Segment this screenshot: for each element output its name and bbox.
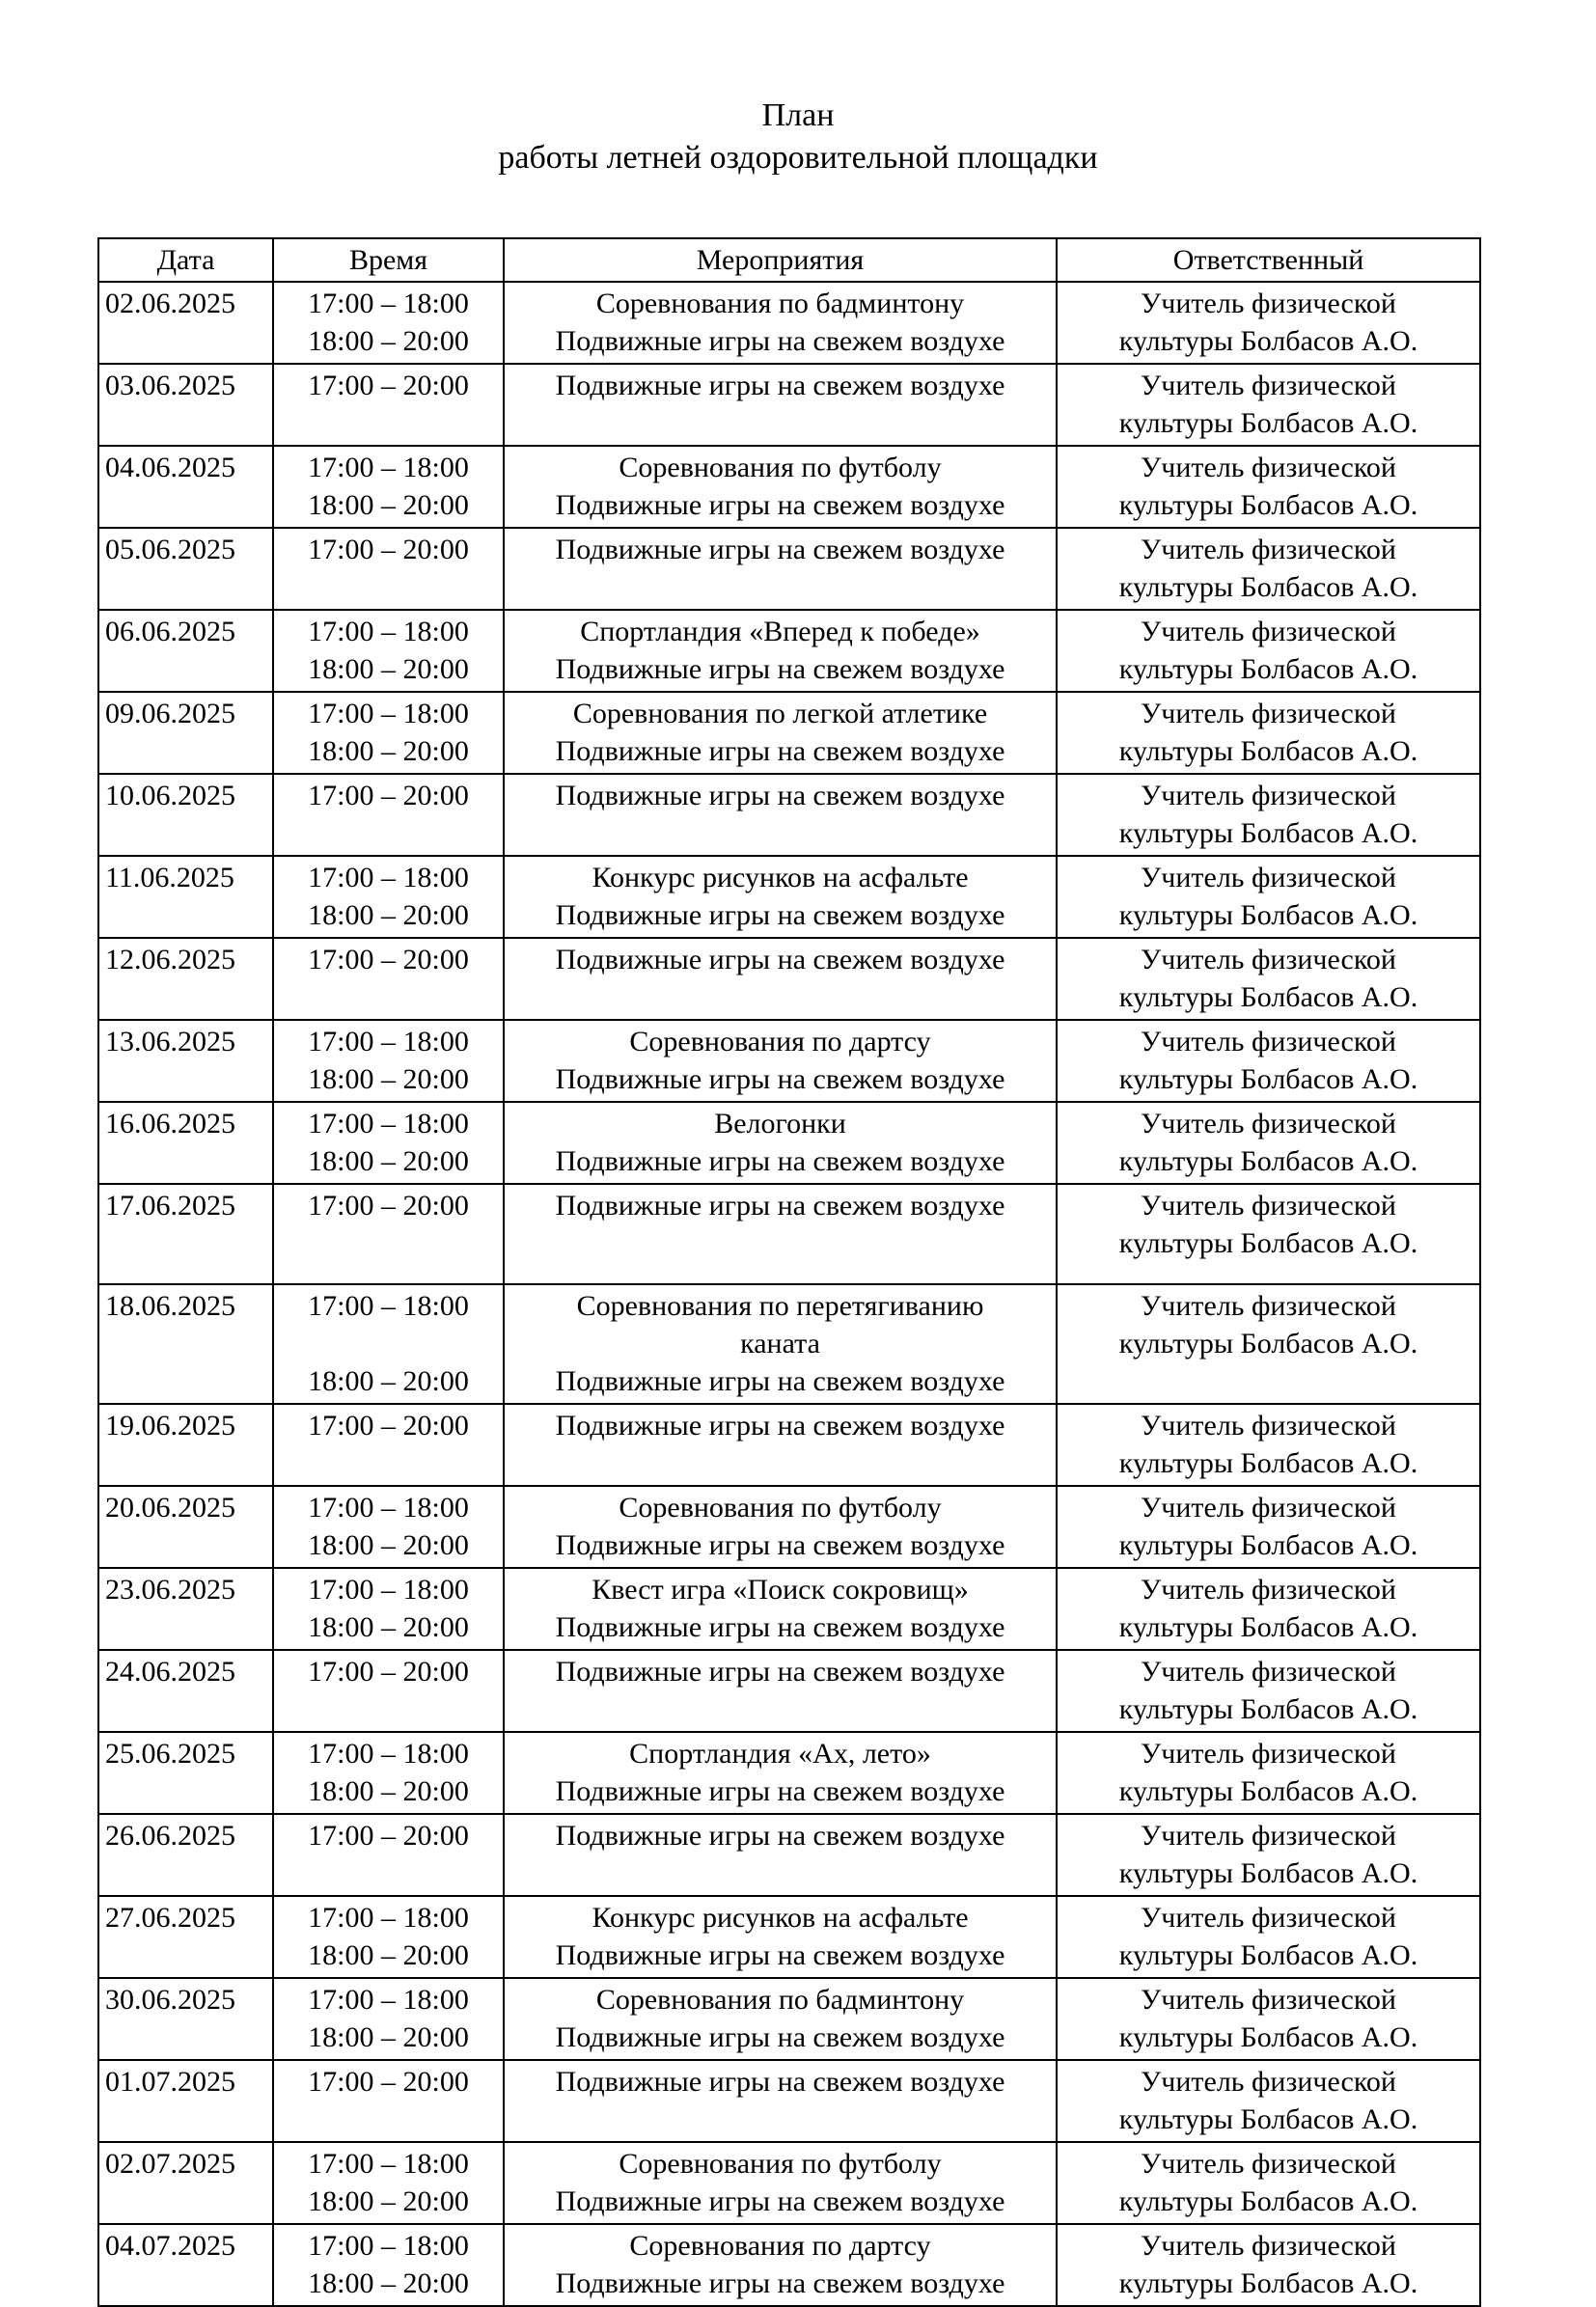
date-cell: 13.06.2025 xyxy=(98,1020,273,1102)
date-cell: 03.06.2025 xyxy=(98,364,273,446)
responsible-line: культуры Болбасов А.О. xyxy=(1118,1939,1418,1971)
table-row xyxy=(98,528,1480,610)
time-cell xyxy=(273,1732,504,1814)
responsible-cell xyxy=(1057,282,1480,364)
time-slot: 18:00 – 20:00 xyxy=(308,2267,469,2299)
event-line: Конкурс рисунков на асфальте xyxy=(592,862,969,893)
time-cell xyxy=(273,1896,504,1978)
events-cell xyxy=(504,1978,1057,2060)
events-cell xyxy=(504,1284,1057,1404)
responsible-line: Учитель физической xyxy=(1141,534,1396,565)
event-line: каната xyxy=(740,1328,820,1359)
time-slot: 17:00 – 20:00 xyxy=(308,1820,469,1852)
responsible-line: Учитель физической xyxy=(1141,1574,1396,1606)
responsible-cell xyxy=(1057,1896,1480,1978)
event-line: Подвижные игры на свежем воздухе xyxy=(555,2021,1005,2053)
event-line: Подвижные игры на свежем воздухе xyxy=(555,2185,1005,2217)
events-cell xyxy=(504,938,1057,1020)
event-line: Велогонки xyxy=(714,1108,846,1140)
responsible-cell xyxy=(1057,1732,1480,1814)
events-cell xyxy=(504,692,1057,774)
events-cell xyxy=(504,2224,1057,2306)
time-cell xyxy=(273,1978,504,2060)
time-cell xyxy=(273,1404,504,1486)
table-row xyxy=(98,1814,1480,1896)
time-slot: 17:00 – 18:00 xyxy=(308,616,469,647)
responsible-line: культуры Болбасов А.О. xyxy=(1118,1775,1418,1807)
responsible-line: культуры Болбасов А.О. xyxy=(1118,899,1418,931)
responsible-cell xyxy=(1057,1284,1480,1404)
responsible-line: Учитель физической xyxy=(1141,2066,1396,2098)
time-cell xyxy=(273,364,504,446)
responsible-cell xyxy=(1057,1020,1480,1102)
time-slot: 17:00 – 20:00 xyxy=(308,944,469,975)
responsible-line: Учитель физической xyxy=(1141,944,1396,975)
table-row xyxy=(98,856,1480,938)
responsible-cell xyxy=(1057,692,1480,774)
date-cell: 02.07.2025 xyxy=(98,2142,273,2224)
time-slot: 18:00 – 20:00 xyxy=(308,1611,469,1643)
event-line: Подвижные игры на свежем воздухе xyxy=(555,1529,1005,1561)
event-line: Спортландия «Вперед к победе» xyxy=(580,616,980,647)
time-slot: 18:00 – 20:00 xyxy=(308,1529,469,1561)
date-cell: 26.06.2025 xyxy=(98,1814,273,1896)
event-line: Подвижные игры на свежем воздухе xyxy=(555,1939,1005,1971)
time-slot: 17:00 – 20:00 xyxy=(308,1190,469,1222)
document-title xyxy=(0,95,1596,179)
event-line: Соревнования по бадминтону xyxy=(595,1984,965,2016)
time-slot: 18:00 – 20:00 xyxy=(308,653,469,685)
time-cell xyxy=(273,2060,504,2142)
responsible-line: культуры Болбасов А.О. xyxy=(1118,1447,1418,1479)
date-cell: 19.06.2025 xyxy=(98,1404,273,1486)
time-slot: 18:00 – 20:00 xyxy=(308,1145,469,1177)
responsible-line: Учитель физической xyxy=(1141,1410,1396,1442)
event-line: Подвижные игры на свежем воздухе xyxy=(555,1611,1005,1643)
table-row xyxy=(98,1020,1480,1102)
responsible-line: Учитель физической xyxy=(1141,616,1396,647)
event-line: Соревнования по перетягиванию xyxy=(576,1290,984,1322)
responsible-cell xyxy=(1057,528,1480,610)
date-cell: 16.06.2025 xyxy=(98,1102,273,1184)
responsible-line: культуры Болбасов А.О. xyxy=(1118,817,1418,849)
date-cell: 20.06.2025 xyxy=(98,1486,273,1568)
date-cell: 24.06.2025 xyxy=(98,1650,273,1732)
table-row xyxy=(98,1568,1480,1650)
date-cell: 05.06.2025 xyxy=(98,528,273,610)
event-line: Соревнования по футболу xyxy=(619,452,942,483)
table-row xyxy=(98,938,1480,1020)
table-row xyxy=(98,2224,1480,2306)
date-cell: 11.06.2025 xyxy=(98,856,273,938)
event-line: Подвижные игры на свежем воздухе xyxy=(555,534,1005,565)
table-row xyxy=(98,1404,1480,1486)
events-cell xyxy=(504,1404,1057,1486)
date-cell: 04.06.2025 xyxy=(98,446,273,528)
events-cell xyxy=(504,1184,1057,1284)
time-slot: 18:00 – 20:00 xyxy=(308,1365,469,1397)
event-line: Подвижные игры на свежем воздухе xyxy=(555,1656,1005,1688)
responsible-line: культуры Болбасов А.О. xyxy=(1118,1693,1418,1725)
date-cell: 25.06.2025 xyxy=(98,1732,273,1814)
responsible-line: Учитель физической xyxy=(1141,288,1396,319)
time-slot: 17:00 – 20:00 xyxy=(308,2066,469,2098)
time-cell xyxy=(273,2142,504,2224)
responsible-line: Учитель физической xyxy=(1141,452,1396,483)
date-cell: 18.06.2025 xyxy=(98,1284,273,1404)
event-line: Соревнования по футболу xyxy=(619,2148,942,2180)
time-slot: 18:00 – 20:00 xyxy=(308,735,469,767)
event-line: Подвижные игры на свежем воздухе xyxy=(555,1820,1005,1852)
event-line: Подвижные игры на свежем воздухе xyxy=(555,325,1005,357)
events-cell xyxy=(504,446,1057,528)
table-row xyxy=(98,1486,1480,1568)
time-slot: 17:00 – 18:00 xyxy=(308,1290,469,1322)
responsible-line: культуры Болбасов А.О. xyxy=(1118,1529,1418,1561)
responsible-cell xyxy=(1057,1404,1480,1486)
event-line: Соревнования по легкой атлетике xyxy=(572,698,988,729)
responsible-cell xyxy=(1057,1486,1480,1568)
time-slot: 18:00 – 20:00 xyxy=(308,1775,469,1807)
column-header-events: Мероприятия xyxy=(504,238,1057,282)
table-row xyxy=(98,1184,1480,1284)
responsible-line: Учитель физической xyxy=(1141,780,1396,811)
event-line: Подвижные игры на свежем воздухе xyxy=(555,370,1005,401)
event-line: Подвижные игры на свежем воздухе xyxy=(555,2066,1005,2098)
time-cell xyxy=(273,446,504,528)
responsible-line: культуры Болбасов А.О. xyxy=(1118,981,1418,1013)
time-cell xyxy=(273,774,504,856)
events-cell xyxy=(504,2142,1057,2224)
event-line: Подвижные игры на свежем воздухе xyxy=(555,1190,1005,1222)
time-slot: 17:00 – 18:00 xyxy=(308,1738,469,1770)
time-cell xyxy=(273,938,504,1020)
responsible-cell xyxy=(1057,1650,1480,1732)
responsible-line: культуры Болбасов А.О. xyxy=(1118,2021,1418,2053)
responsible-line: Учитель физической xyxy=(1141,1656,1396,1688)
table-row xyxy=(98,610,1480,692)
event-line: Подвижные игры на свежем воздухе xyxy=(555,899,1005,931)
column-header-date: Дата xyxy=(98,238,273,282)
table-row xyxy=(98,364,1480,446)
table-row xyxy=(98,1732,1480,1814)
table-row xyxy=(98,692,1480,774)
responsible-cell xyxy=(1057,446,1480,528)
column-header-time: Время xyxy=(273,238,504,282)
time-slot: 18:00 – 20:00 xyxy=(308,489,469,521)
events-cell xyxy=(504,1732,1057,1814)
time-cell xyxy=(273,856,504,938)
time-slot: 17:00 – 18:00 xyxy=(308,288,469,319)
time-slot: 18:00 – 20:00 xyxy=(308,325,469,357)
column-header-responsible: Ответственный xyxy=(1057,238,1480,282)
events-cell xyxy=(504,774,1057,856)
responsible-line: культуры Болбасов А.О. xyxy=(1118,1328,1418,1359)
time-slot: 18:00 – 20:00 xyxy=(308,2185,469,2217)
table-header-row xyxy=(98,238,1480,282)
date-cell: 10.06.2025 xyxy=(98,774,273,856)
responsible-line: Учитель физической xyxy=(1141,2148,1396,2180)
events-cell xyxy=(504,1896,1057,1978)
table-body xyxy=(98,282,1480,2306)
time-slot: 17:00 – 20:00 xyxy=(308,1656,469,1688)
responsible-line: Учитель физической xyxy=(1141,1492,1396,1524)
responsible-line: культуры Болбасов А.О. xyxy=(1118,571,1418,603)
responsible-cell xyxy=(1057,364,1480,446)
time-cell xyxy=(273,1284,504,1404)
time-slot: 17:00 – 18:00 xyxy=(308,452,469,483)
responsible-cell xyxy=(1057,774,1480,856)
event-line: Подвижные игры на свежем воздухе xyxy=(555,1365,1005,1397)
time-slot: 17:00 – 18:00 xyxy=(308,1574,469,1606)
table-row xyxy=(98,446,1480,528)
responsible-line: культуры Болбасов А.О. xyxy=(1118,1145,1418,1177)
responsible-cell xyxy=(1057,1184,1480,1284)
date-cell: 02.06.2025 xyxy=(98,282,273,364)
responsible-line: Учитель физической xyxy=(1141,1902,1396,1934)
time-slot: 17:00 – 18:00 xyxy=(308,1902,469,1934)
table-row xyxy=(98,2060,1480,2142)
time-slot: 18:00 – 20:00 xyxy=(308,899,469,931)
responsible-line: Учитель физической xyxy=(1141,370,1396,401)
event-line: Соревнования по дартсу xyxy=(629,2230,931,2262)
date-cell: 12.06.2025 xyxy=(98,938,273,1020)
time-slot: 17:00 – 18:00 xyxy=(308,1984,469,2016)
responsible-line: культуры Болбасов А.О. xyxy=(1118,653,1418,685)
events-cell xyxy=(504,364,1057,446)
events-cell xyxy=(504,1020,1057,1102)
responsible-cell xyxy=(1057,610,1480,692)
time-slot: 17:00 – 18:00 xyxy=(308,862,469,893)
responsible-line: культуры Болбасов А.О. xyxy=(1118,1063,1418,1095)
responsible-line: Учитель физической xyxy=(1141,1190,1396,1222)
responsible-cell xyxy=(1057,2060,1480,2142)
responsible-line: культуры Болбасов А.О. xyxy=(1118,1227,1418,1259)
responsible-line: Учитель физической xyxy=(1141,1820,1396,1852)
date-cell: 27.06.2025 xyxy=(98,1896,273,1978)
responsible-line: культуры Болбасов А.О. xyxy=(1118,325,1418,357)
time-slot xyxy=(280,1325,497,1362)
responsible-line: культуры Болбасов А.О. xyxy=(1118,489,1418,521)
time-slot: 17:00 – 20:00 xyxy=(308,1410,469,1442)
events-cell xyxy=(504,1102,1057,1184)
event-line: Соревнования по футболу xyxy=(619,1492,942,1524)
table-row xyxy=(98,1896,1480,1978)
event-line: Подвижные игры на свежем воздухе xyxy=(555,1410,1005,1442)
time-slot: 17:00 – 18:00 xyxy=(308,1026,469,1057)
time-cell xyxy=(273,1486,504,1568)
schedule-table xyxy=(97,237,1481,2307)
events-cell xyxy=(504,610,1057,692)
time-slot: 18:00 – 20:00 xyxy=(308,1063,469,1095)
time-cell xyxy=(273,282,504,364)
responsible-cell xyxy=(1057,1814,1480,1896)
responsible-cell xyxy=(1057,1568,1480,1650)
events-cell xyxy=(504,1650,1057,1732)
responsible-cell xyxy=(1057,1102,1480,1184)
responsible-cell xyxy=(1057,856,1480,938)
responsible-cell xyxy=(1057,1978,1480,2060)
events-cell xyxy=(504,1486,1057,1568)
responsible-line: культуры Болбасов А.О. xyxy=(1118,2103,1418,2135)
responsible-line: Учитель физической xyxy=(1141,1984,1396,2016)
event-line: Подвижные игры на свежем воздухе xyxy=(555,1775,1005,1807)
time-slot: 18:00 – 20:00 xyxy=(308,1939,469,1971)
time-slot: 17:00 – 18:00 xyxy=(308,698,469,729)
responsible-line: культуры Болбасов А.О. xyxy=(1118,735,1418,767)
event-line: Подвижные игры на свежем воздухе xyxy=(555,1145,1005,1177)
time-cell xyxy=(273,1184,504,1284)
time-slot: 17:00 – 18:00 xyxy=(308,1108,469,1140)
event-line: Подвижные игры на свежем воздухе xyxy=(555,653,1005,685)
responsible-cell xyxy=(1057,938,1480,1020)
responsible-cell xyxy=(1057,2224,1480,2306)
date-cell: 01.07.2025 xyxy=(98,2060,273,2142)
table-row xyxy=(98,774,1480,856)
date-cell: 23.06.2025 xyxy=(98,1568,273,1650)
time-cell xyxy=(273,1814,504,1896)
time-slot: 17:00 – 20:00 xyxy=(308,534,469,565)
responsible-line: культуры Болбасов А.О. xyxy=(1118,1611,1418,1643)
time-slot: 17:00 – 18:00 xyxy=(308,1492,469,1524)
events-cell xyxy=(504,528,1057,610)
date-cell: 17.06.2025 xyxy=(98,1184,273,1284)
events-cell xyxy=(504,856,1057,938)
date-cell: 04.07.2025 xyxy=(98,2224,273,2306)
time-cell xyxy=(273,610,504,692)
event-line: Подвижные игры на свежем воздухе xyxy=(555,944,1005,975)
time-cell xyxy=(273,1020,504,1102)
time-slot: 17:00 – 18:00 xyxy=(308,2230,469,2262)
event-line: Конкурс рисунков на асфальте xyxy=(592,1902,969,1934)
event-line: Соревнования по бадминтону xyxy=(595,288,965,319)
table-row xyxy=(98,1102,1480,1184)
table-row xyxy=(98,1284,1480,1404)
event-line: Подвижные игры на свежем воздухе xyxy=(555,735,1005,767)
date-cell: 06.06.2025 xyxy=(98,610,273,692)
responsible-line: культуры Болбасов А.О. xyxy=(1118,1857,1418,1889)
events-cell xyxy=(504,1568,1057,1650)
events-cell xyxy=(504,1814,1057,1896)
responsible-line: культуры Болбасов А.О. xyxy=(1118,2185,1418,2217)
date-cell: 30.06.2025 xyxy=(98,1978,273,2060)
time-cell xyxy=(273,1102,504,1184)
table-row xyxy=(98,2142,1480,2224)
responsible-cell xyxy=(1057,2142,1480,2224)
events-cell xyxy=(504,282,1057,364)
responsible-line: Учитель физической xyxy=(1141,698,1396,729)
event-line: Спортландия «Ах, лето» xyxy=(629,1738,931,1770)
table-row xyxy=(98,282,1480,364)
event-line: Подвижные игры на свежем воздухе xyxy=(555,780,1005,811)
time-cell xyxy=(273,2224,504,2306)
event-line: Соревнования по дартсу xyxy=(629,1026,931,1057)
events-cell xyxy=(504,2060,1057,2142)
time-cell xyxy=(273,1568,504,1650)
time-slot: 17:00 – 20:00 xyxy=(308,370,469,401)
table-row xyxy=(98,1650,1480,1732)
responsible-line: Учитель физической xyxy=(1141,1738,1396,1770)
date-cell: 09.06.2025 xyxy=(98,692,273,774)
table-row xyxy=(98,1978,1480,2060)
responsible-line: Учитель физической xyxy=(1141,1026,1396,1057)
time-slot: 17:00 – 20:00 xyxy=(308,780,469,811)
time-cell xyxy=(273,1650,504,1732)
responsible-line: Учитель физической xyxy=(1141,1108,1396,1140)
title-line-1: План xyxy=(761,97,835,133)
responsible-line: культуры Болбасов А.О. xyxy=(1118,2267,1418,2299)
event-line: Квест игра «Поиск сокровищ» xyxy=(592,1574,969,1606)
responsible-line: Учитель физической xyxy=(1141,2230,1396,2262)
event-line: Подвижные игры на свежем воздухе xyxy=(555,489,1005,521)
time-cell xyxy=(273,692,504,774)
responsible-line: Учитель физической xyxy=(1141,862,1396,893)
time-slot: 18:00 – 20:00 xyxy=(308,2021,469,2053)
time-cell xyxy=(273,528,504,610)
title-line-2: работы летней оздоровительной площадки xyxy=(498,140,1098,177)
responsible-line: культуры Болбасов А.О. xyxy=(1118,407,1418,439)
responsible-line: Учитель физической xyxy=(1141,1290,1396,1322)
time-slot: 17:00 – 18:00 xyxy=(308,2148,469,2180)
event-line: Подвижные игры на свежем воздухе xyxy=(555,1063,1005,1095)
event-line: Подвижные игры на свежем воздухе xyxy=(555,2267,1005,2299)
